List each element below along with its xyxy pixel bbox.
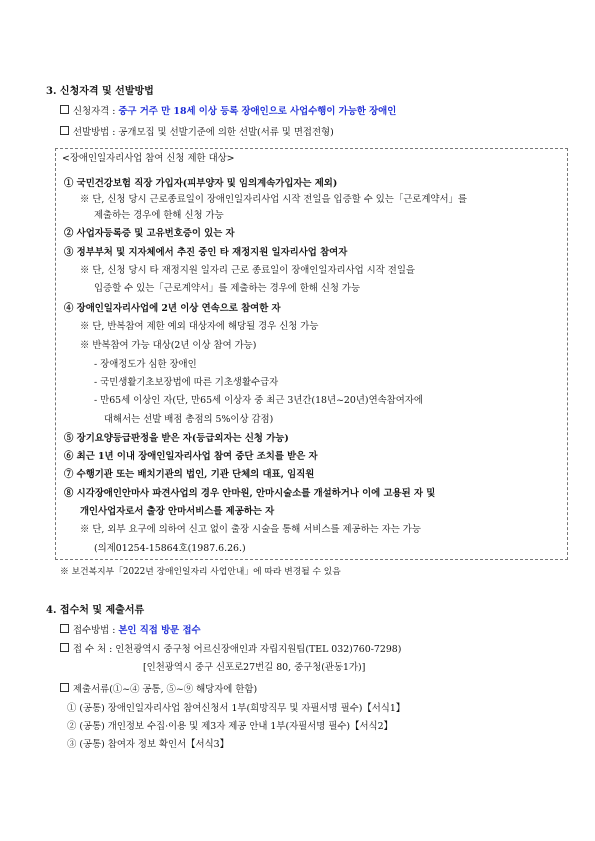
submission-method-row — [60, 624, 201, 637]
qualification-label: 신청자격 : — [73, 106, 119, 117]
change-notice: ※ 보건복지부「2022년 장애인일자리 사업안내」에 따라 변경될 수 있음 — [60, 567, 341, 577]
restriction-note: ※ 단, 반복참여 제한 예외 대상자에 해당될 경우 신청 가능 — [80, 321, 319, 332]
restriction-subitem: - 장애정도가 심한 장애인 — [94, 359, 197, 370]
restriction-item: ⑦ 수행기관 또는 배치기관의 법인, 기관 단체의 대표, 임직원 — [64, 469, 315, 480]
restriction-note: 제출하는 경우에 한해 신청 가능 — [94, 210, 224, 221]
restriction-item: ① 국민건강보험 직장 가입자(피부양자 및 임의계속가입자는 제외) — [64, 178, 338, 189]
restriction-item: ⑧ 시각장애인안마사 파견사업의 경우 안마원, 안마시술소를 개설하거나 이에 고용된 자 및 — [64, 488, 436, 499]
section3-heading: 3. 신청자격 및 선발방법 — [46, 86, 154, 97]
restriction-note: ※ 단, 외부 요구에 의하여 신고 없이 출장 시술을 통해 서비스를 제공하는 자는 가능 — [80, 524, 421, 535]
restriction-item: ② 사업자등록증 및 고유번호증이 있는 자 — [64, 228, 235, 239]
documents-intro: 제출서류(①~④ 공통, ⑤~⑨ 해당자에 한함) — [73, 684, 258, 695]
qualification-row — [60, 105, 396, 118]
documents-row — [60, 683, 257, 696]
restriction-subitem: 대해서는 선발 배점 총점의 5%이상 감점) — [104, 414, 274, 425]
restriction-note: (의제01254-15864호(1987.6.26.) — [94, 543, 246, 554]
restriction-box-title: <장애인일자리사업 참여 신청 제한 대상> — [62, 153, 235, 164]
checkbox-square-icon — [60, 643, 69, 652]
document-item: ③ (공통) 참여자 정보 확인서【서식3】 — [67, 739, 230, 750]
restriction-note: ※ 단, 신청 당시 근로종료일이 장애인일자리사업 시작 전일을 입증할 수 있는「근로계약서」를 — [80, 194, 467, 205]
checkbox-square-icon — [60, 126, 69, 135]
restriction-item: ③ 정부부처 및 지자체에서 추진 중인 타 재정지원 일자리사업 참여자 — [64, 247, 348, 258]
document-item: ② (공통) 개인정보 수집·이용 및 제3자 제공 안내 1부(자필서명 필수)【서식2】 — [67, 721, 393, 732]
restriction-subitem: - 국민생활기초보장법에 따른 기초생활수급자 — [94, 377, 279, 388]
restriction-item: ⑤ 장기요양등급판정을 받은 자(등급외자는 신청 가능) — [64, 433, 289, 444]
restriction-item: 개인사업자로서 출장 안마서비스를 제공하는 자 — [80, 506, 275, 517]
reception-office-row — [60, 643, 401, 656]
restriction-item: ④ 장애인일자리사업에 2년 이상 연속으로 참여한 자 — [64, 303, 281, 314]
qualification-value: 중구 거주 만 18세 이상 등록 장애인으로 사업수행이 가능한 장애인 — [118, 106, 397, 117]
selection-method-text: 선발방법 : 공개모집 및 선발기준에 의한 선발(서류 및 면접전형) — [73, 127, 334, 138]
reception-office-text: 접 수 처 : 인천광역시 중구청 어르신장애인과 자립지원팀(TEL 032)760-7298) — [73, 644, 402, 655]
restriction-note: ※ 단, 신청 당시 타 재정지원 일자리 근로 종료일이 장애인일자리사업 시작 전일을 — [80, 265, 415, 276]
restriction-item: ⑥ 최근 1년 이내 장애인일자리사업 참여 중단 조치를 받은 자 — [64, 451, 318, 462]
selection-method-row — [60, 126, 334, 139]
checkbox-square-icon — [60, 683, 69, 692]
document-item: ① (공통) 장애인일자리사업 참여신청서 1부(희망직무 및 자필서명 필수)【서식1】 — [67, 703, 406, 714]
submission-method-label: 접수방법 : — [73, 625, 119, 636]
section4-heading: 4. 접수처 및 제출서류 — [46, 605, 145, 616]
submission-method-value: 본인 직접 방문 접수 — [118, 625, 201, 636]
restriction-subitem: - 만65세 이상인 자(단, 만65세 이상자 중 최근 3년간(18년~20년)연속참여자에 — [94, 395, 423, 406]
checkbox-square-icon — [60, 105, 69, 114]
reception-address: [인천광역시 중구 신포로27번길 80, 중구청(관동1가)] — [143, 662, 366, 673]
restriction-note: ※ 반복참여 가능 대상(2년 이상 참여 가능) — [80, 340, 257, 351]
restriction-note: 입증할 수 있는「근로계약서」를 제출하는 경우에 한해 신청 가능 — [94, 283, 361, 294]
checkbox-square-icon — [60, 624, 69, 633]
